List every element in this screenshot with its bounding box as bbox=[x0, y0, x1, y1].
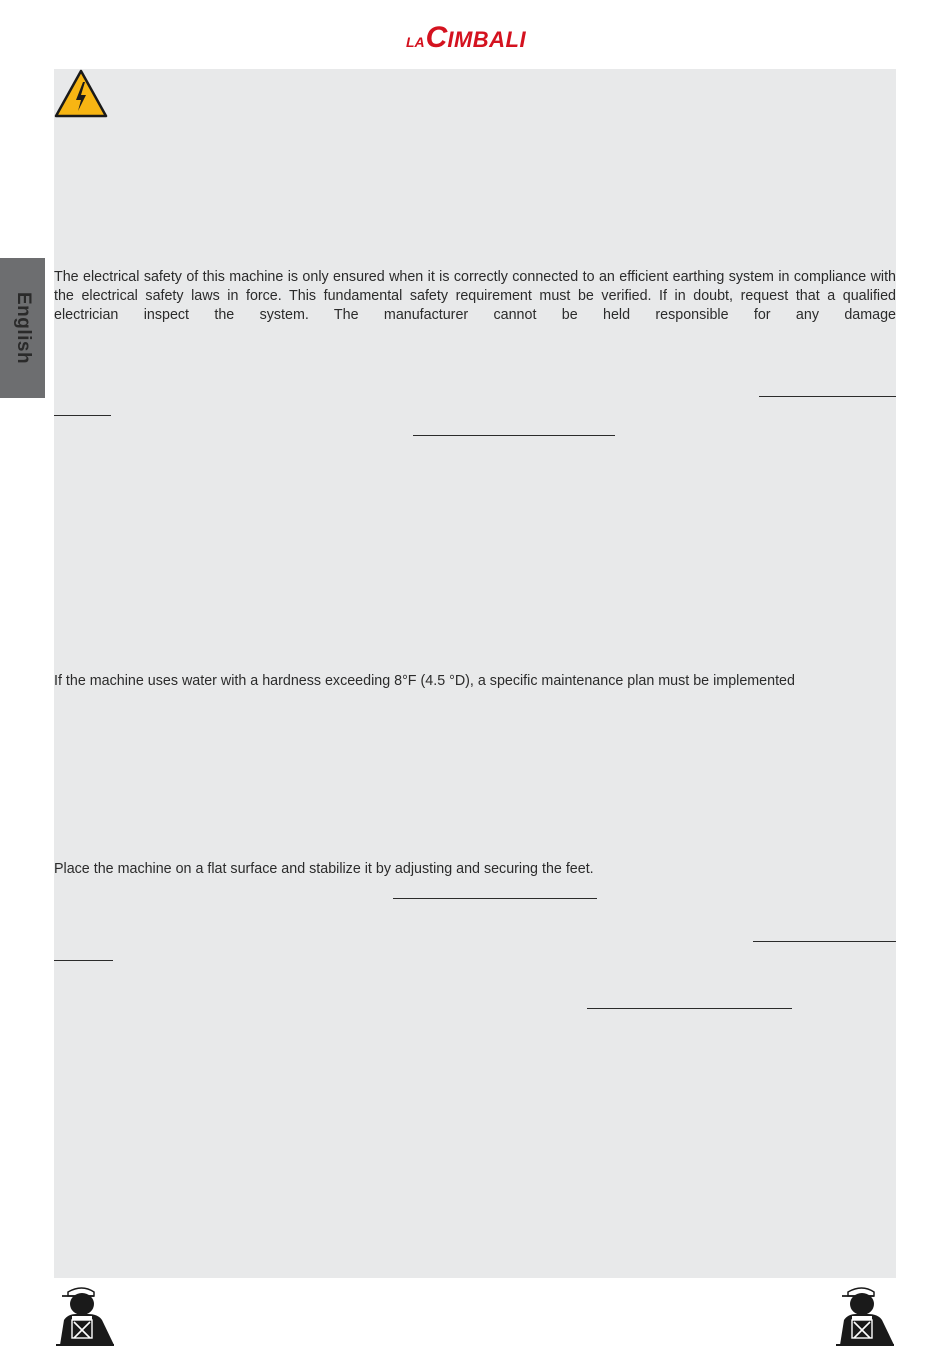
underline-rule bbox=[587, 1008, 792, 1009]
electrical-safety-paragraph: The electrical safety of this machine is only ensured when it is correctly connected to an efficient earthing system in compliance with the electrical safety laws in force. This fundamental safety requirement must be verified. If in doubt, request that a qualified electrician inspect the system. The manufacturer cannot be held responsible for any damage bbox=[54, 269, 896, 323]
logo-la: LA bbox=[406, 34, 425, 50]
logo-rest: IMBALI bbox=[447, 27, 527, 52]
underline-rule bbox=[759, 396, 896, 397]
underline-rule bbox=[753, 941, 896, 942]
technician-icon bbox=[54, 1286, 116, 1346]
language-tab-label: English bbox=[12, 291, 34, 365]
underline-rule bbox=[413, 435, 615, 436]
logo-c: C bbox=[425, 21, 448, 54]
underline-rule bbox=[393, 898, 597, 899]
placement-paragraph: Place the machine on a flat surface and stabilize it by adjusting and securing the feet. bbox=[54, 861, 594, 877]
underline-rule bbox=[54, 415, 111, 416]
brand-logo-text bbox=[406, 20, 526, 61]
brand-logo bbox=[406, 20, 546, 56]
technician-icon bbox=[834, 1286, 896, 1346]
water-hardness-paragraph: If the machine uses water with a hardness exceeding 8°F (4.5 °D), a specific maintenance plan must be implemented bbox=[54, 673, 795, 689]
language-tab bbox=[0, 258, 45, 398]
electrical-hazard-icon bbox=[54, 69, 108, 118]
underline-rule bbox=[54, 960, 113, 961]
